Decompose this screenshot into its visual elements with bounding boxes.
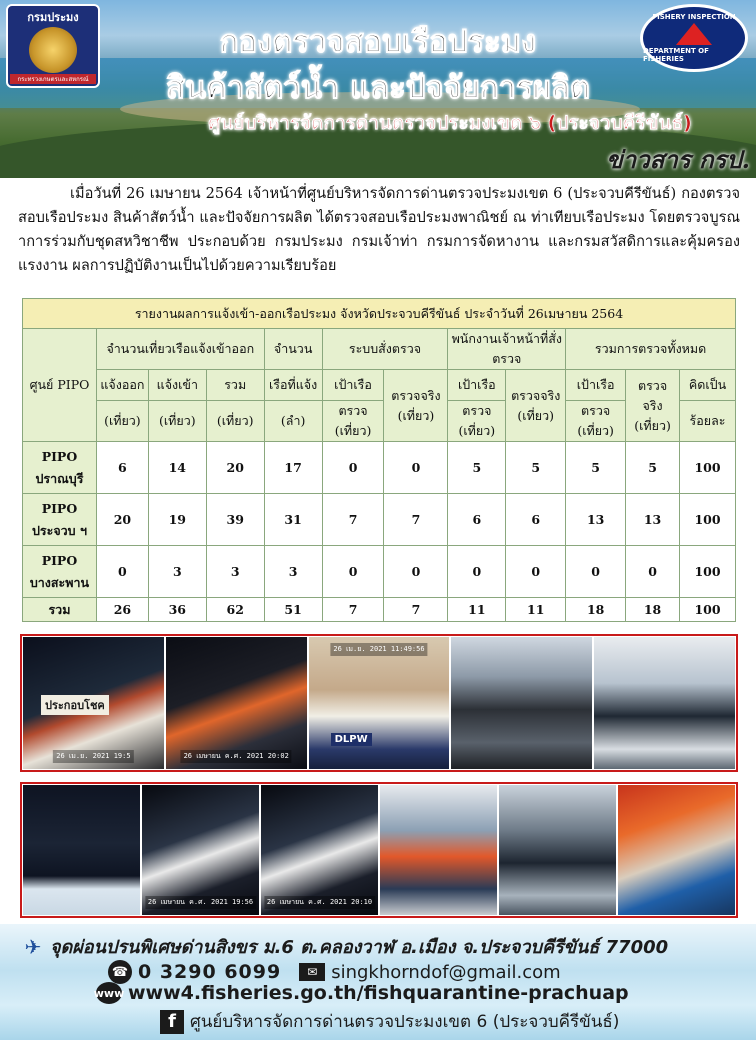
header-banner <box>0 0 756 178</box>
group-total-header: รวมการตรวจทั้งหมด <box>566 329 736 370</box>
cell: 0 <box>448 546 506 598</box>
table-caption: รายงานผลการแจ้งเข้า-ออกเรือประมง จังหวัดประจวบคีรีขันธ์ ประจำวันที่ 26เมษายน 2564 <box>23 299 736 329</box>
cell: 3 <box>206 546 264 598</box>
intro-paragraph: เมื่อวันที่ 26 เมษายน 2564 เจ้าหน้าที่ศูนย์บริหารจัดการด่านตรวจประมงเขต 6 (ประจวบคีรีขันธ์) กองตรวจสอบเรือประมง สินค้าสัตว์น้ำ และปัจจัยการผลิต ได้ตรวจสอบเรือประมงพาณิชย์ ณ ท่าเทียบเรือประมง โดยตรวจบูรณาการร่วมกับชุดสหวิชาชีพ ประกอบด้วย กรมประมง กรมเจ้าท่า กรมการจัดหางาน และกรมสวัสดิการและคุ้มครองแรงงาน ผลการปฏิบัติงานเป็นไปด้วยความเรียบร้อย <box>18 185 740 274</box>
station-name: ประจวบ ฯ <box>31 522 87 538</box>
header-text: ตรวจ <box>338 403 368 418</box>
unit-text: (เที่ยว) <box>634 417 671 433</box>
cell: 7 <box>322 494 384 546</box>
table-row <box>23 494 736 546</box>
cell: 7 <box>384 494 448 546</box>
footer-contact <box>0 924 756 1040</box>
report-table <box>22 298 736 622</box>
cell: 26 <box>96 598 148 622</box>
phone-number[interactable]: 0 3290 6099 <box>138 961 282 983</box>
cell: 7 <box>322 598 384 622</box>
cell: 18 <box>566 598 626 622</box>
table-row <box>23 442 736 494</box>
photo-strip-top <box>20 634 738 772</box>
unit-system-target <box>322 401 384 442</box>
facebook-icon: f <box>160 1010 184 1034</box>
photo-catch-boxes <box>618 785 735 915</box>
sub-total-actual-header <box>626 370 680 442</box>
photo-night-map <box>23 785 140 915</box>
sub-staff-target-header: เป้าเรือ <box>448 370 506 401</box>
unit-total-target <box>566 401 626 442</box>
cell: 18 <box>626 598 680 622</box>
facebook-line <box>160 1008 756 1035</box>
news-label: ข่าวสาร กรป. <box>606 145 750 174</box>
cell: 5 <box>506 442 566 494</box>
cell: 100 <box>680 494 736 546</box>
cell: 6 <box>96 442 148 494</box>
sub-system-actual-header <box>384 370 448 442</box>
cell: 20 <box>96 494 148 546</box>
contact-line <box>108 960 756 984</box>
photo-timestamp: 26 เม.ย. 2021 11:49:56 <box>330 643 427 656</box>
photo-office-meeting <box>309 637 450 769</box>
group-count-header: จำนวน <box>264 329 322 370</box>
cell: 13 <box>566 494 626 546</box>
website-link[interactable]: www4.fisheries.go.th/fishquarantine-prachuap <box>128 982 629 1004</box>
cell: 20 <box>206 442 264 494</box>
station-cell <box>23 546 97 598</box>
photo-crew-check <box>261 785 378 915</box>
header-text: ตรวจจริง <box>511 387 561 403</box>
website-line <box>93 982 756 1004</box>
cell: 11 <box>448 598 506 622</box>
cell: 100 <box>680 598 736 622</box>
station-code: PIPO <box>41 500 78 516</box>
photo-boat-night <box>23 637 164 769</box>
group-report-header: จำนวนเที่ยวเรือแจ้งเข้าออก <box>96 329 264 370</box>
unit-staff-target <box>448 401 506 442</box>
sub-sum-header: รวม <box>206 370 264 401</box>
cell: 17 <box>264 442 322 494</box>
unit-pct: ร้อยละ <box>680 401 736 442</box>
unit-text: (เที่ยว) <box>458 423 496 438</box>
cell: 3 <box>148 546 206 598</box>
header-text: ตรวจจริง <box>391 387 441 403</box>
cell: 100 <box>680 442 736 494</box>
cell: 62 <box>206 598 264 622</box>
cell: 0 <box>384 546 448 598</box>
cell: 0 <box>96 546 148 598</box>
photo-inspection-deck <box>166 637 307 769</box>
station-name: บางสะพาน <box>29 574 90 590</box>
group-staff-header: พนักงานเจ้าหน้าที่สั่งตรวจ <box>448 329 566 370</box>
photo-port-officers <box>499 785 616 915</box>
sub-system-target-header: เป้าเรือ <box>322 370 384 401</box>
cell: 5 <box>566 442 626 494</box>
cell: 19 <box>148 494 206 546</box>
unit-text: (เที่ยว) <box>577 423 614 438</box>
unit-text: (เที่ยว) <box>334 423 372 438</box>
sub-total-target-header: เป้าเรือ <box>566 370 626 401</box>
cell: 7 <box>384 598 448 622</box>
photo-strip-bottom <box>20 782 738 918</box>
address-text: จุดผ่อนปรนพิเศษด่านสิงขร ม.6 ต.คลองวาฬ อ.เมือง จ.ประจวบคีรีขันธ์ 77000 <box>50 937 669 958</box>
unit-out: (เที่ยว) <box>96 401 148 442</box>
boat-name-text: ประกอบโชค <box>41 695 109 715</box>
sub-staff-actual-header <box>506 370 566 442</box>
cell: 31 <box>264 494 322 546</box>
cell: 14 <box>148 442 206 494</box>
logo-left-top-text: กรมประมง <box>27 11 79 24</box>
cell: 6 <box>506 494 566 546</box>
cell: 51 <box>264 598 322 622</box>
table-row <box>23 546 736 598</box>
table-total-row <box>23 598 736 622</box>
header-text: ตรวจ <box>462 403 492 418</box>
unit-sum: (เที่ยว) <box>206 401 264 442</box>
station-code: PIPO <box>41 448 78 464</box>
header-text: ตรวจ <box>581 403 611 418</box>
station-code: PIPO <box>41 552 78 568</box>
sub-out-header: แจ้งออก <box>96 370 148 401</box>
unit-in: (เที่ยว) <box>148 401 206 442</box>
station-cell <box>23 494 97 546</box>
cell: 39 <box>206 494 264 546</box>
location-pin-icon: ✈ <box>24 934 42 959</box>
photo-dock-staff <box>380 785 497 915</box>
cell: 11 <box>506 598 566 622</box>
cell: 13 <box>626 494 680 546</box>
photo-timestamp: 26 เมษายน ค.ศ. 2021 19:56 <box>145 896 256 909</box>
total-label: รวม <box>23 598 97 622</box>
cell: 0 <box>322 442 384 494</box>
unit-text: (เที่ยว) <box>517 407 555 423</box>
col-station-header: ศูนย์ PIPO <box>23 329 97 442</box>
cell: 5 <box>626 442 680 494</box>
cell: 3 <box>264 546 322 598</box>
sub-pct-header: คิดเป็น <box>680 370 736 401</box>
email-icon: ✉ <box>299 963 325 981</box>
cell: 36 <box>148 598 206 622</box>
group-system-header: ระบบสั่งตรวจ <box>322 329 448 370</box>
logo-left-bottom-text: กระทรวงเกษตรและสหกรณ์ <box>10 74 96 84</box>
header-text: ตรวจจริง <box>637 377 668 413</box>
cell: 0 <box>626 546 680 598</box>
unit-text: (เที่ยว) <box>397 407 435 423</box>
logo-right-top-text: FISHERY INSPECTION <box>652 13 736 21</box>
photo-timestamp: 26 เม.ย. 2021 19:5 <box>53 750 133 763</box>
vest-text: DLPW <box>331 733 372 746</box>
cell: 5 <box>448 442 506 494</box>
cell: 0 <box>506 546 566 598</box>
facebook-page-link[interactable]: ศูนย์บริหารจัดการด่านตรวจประมงเขต 6 (ประจวบคีรีขันธ์) <box>190 1012 620 1032</box>
email-address[interactable]: singkhorndof@gmail.com <box>331 961 561 983</box>
logo-right-bottom-text: DEPARTMENT OF FISHERIES <box>643 47 709 63</box>
globe-icon: www <box>96 982 122 1004</box>
sub-in-header: แจ้งเข้า <box>148 370 206 401</box>
sub-boats-header: เรือที่แจ้ง <box>264 370 322 401</box>
cell: 0 <box>384 442 448 494</box>
station-name: ปราณบุรี <box>35 470 84 486</box>
photo-timestamp: 26 เมษายน ค.ศ. 2021 20:02 <box>181 750 292 763</box>
photo-night-inspection <box>142 785 259 915</box>
phone-icon: ☎ <box>108 960 132 984</box>
cell: 0 <box>566 546 626 598</box>
cell: 100 <box>680 546 736 598</box>
photo-fish-hold <box>451 637 592 769</box>
page-subtitle: ศูนย์บริหารจัดการด่านตรวจประมงเขต ๖ (ประจวบคีรีขันธ์) <box>208 112 692 134</box>
photo-timestamp: 26 เมษายน ค.ศ. 2021 20:10 <box>264 896 375 909</box>
unit-boats: (ลำ) <box>264 401 322 442</box>
photo-document-check <box>594 637 735 769</box>
page-title-line1: กองตรวจสอบเรือประมง <box>219 24 537 60</box>
cell: 0 <box>322 546 384 598</box>
cell: 6 <box>448 494 506 546</box>
address-line <box>22 932 752 961</box>
page-title-line2: สินค้าสัตว์น้ำ และปัจจัยการผลิต <box>165 70 591 106</box>
station-cell <box>23 442 97 494</box>
